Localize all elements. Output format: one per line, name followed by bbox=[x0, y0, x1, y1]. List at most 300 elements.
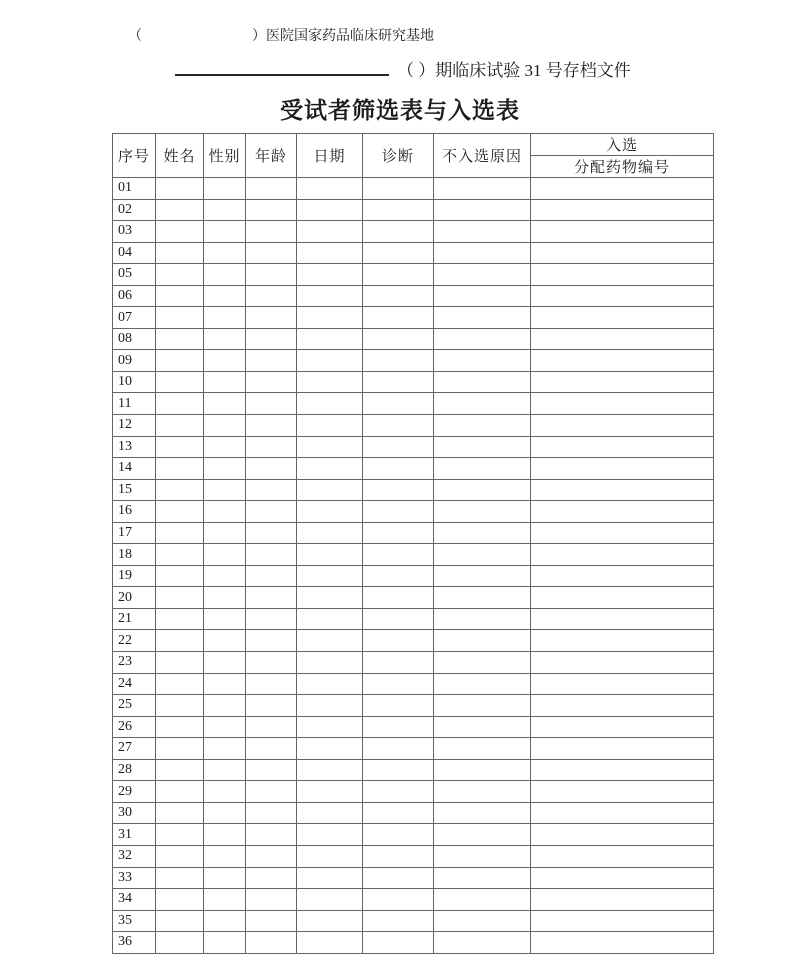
table-row bbox=[113, 242, 714, 264]
gender-cell bbox=[204, 910, 246, 932]
name-cell bbox=[156, 328, 204, 350]
drug-number-cell bbox=[531, 328, 714, 350]
exclusion-reason-cell bbox=[434, 738, 531, 760]
exclusion-reason-cell bbox=[434, 587, 531, 609]
age-cell bbox=[246, 845, 297, 867]
date-cell bbox=[297, 479, 363, 501]
age-cell bbox=[246, 544, 297, 566]
name-cell bbox=[156, 867, 204, 889]
drug-number-cell bbox=[531, 630, 714, 652]
age-cell bbox=[246, 285, 297, 307]
age-cell bbox=[246, 587, 297, 609]
date-cell bbox=[297, 307, 363, 329]
diagnosis-cell bbox=[363, 221, 434, 243]
gender-cell bbox=[204, 759, 246, 781]
age-cell bbox=[246, 371, 297, 393]
date-cell bbox=[297, 867, 363, 889]
row-number-cell: 21 bbox=[113, 608, 156, 630]
row-number-cell: 01 bbox=[113, 178, 156, 200]
date-cell bbox=[297, 458, 363, 480]
table-row bbox=[113, 889, 714, 911]
exclusion-reason-cell bbox=[434, 199, 531, 221]
col-header-inclusion: 入选 bbox=[531, 134, 714, 156]
row-number-cell: 20 bbox=[113, 587, 156, 609]
drug-number-cell bbox=[531, 781, 714, 803]
date-cell bbox=[297, 328, 363, 350]
row-number-cell: 10 bbox=[113, 371, 156, 393]
drug-number-cell bbox=[531, 587, 714, 609]
exclusion-reason-cell bbox=[434, 458, 531, 480]
exclusion-reason-cell bbox=[434, 867, 531, 889]
diagnosis-cell bbox=[363, 910, 434, 932]
gender-cell bbox=[204, 845, 246, 867]
diagnosis-cell bbox=[363, 824, 434, 846]
exclusion-reason-cell bbox=[434, 652, 531, 674]
diagnosis-cell bbox=[363, 501, 434, 523]
exclusion-reason-cell bbox=[434, 673, 531, 695]
age-cell bbox=[246, 393, 297, 415]
diagnosis-cell bbox=[363, 565, 434, 587]
table-row bbox=[113, 371, 714, 393]
table-row bbox=[113, 221, 714, 243]
date-cell bbox=[297, 889, 363, 911]
drug-number-cell bbox=[531, 178, 714, 200]
name-cell bbox=[156, 501, 204, 523]
drug-number-cell bbox=[531, 415, 714, 437]
diagnosis-cell bbox=[363, 932, 434, 954]
trial-archive-line bbox=[175, 58, 631, 81]
table-row bbox=[113, 845, 714, 867]
exclusion-reason-cell bbox=[434, 802, 531, 824]
age-cell bbox=[246, 458, 297, 480]
gender-cell bbox=[204, 824, 246, 846]
diagnosis-cell bbox=[363, 608, 434, 630]
exclusion-reason-cell bbox=[434, 716, 531, 738]
table-row bbox=[113, 393, 714, 415]
table-row bbox=[113, 565, 714, 587]
name-cell bbox=[156, 652, 204, 674]
name-cell bbox=[156, 178, 204, 200]
drug-number-cell bbox=[531, 242, 714, 264]
gender-cell bbox=[204, 371, 246, 393]
name-cell bbox=[156, 544, 204, 566]
row-number-cell: 13 bbox=[113, 436, 156, 458]
name-cell bbox=[156, 889, 204, 911]
date-cell bbox=[297, 716, 363, 738]
col-header-seq: 序号 bbox=[113, 134, 156, 178]
age-cell bbox=[246, 221, 297, 243]
exclusion-reason-cell bbox=[434, 393, 531, 415]
name-cell bbox=[156, 759, 204, 781]
gender-cell bbox=[204, 932, 246, 954]
row-number-cell: 31 bbox=[113, 824, 156, 846]
row-number-cell: 25 bbox=[113, 695, 156, 717]
hospital-name-blank bbox=[142, 39, 252, 40]
diagnosis-cell bbox=[363, 479, 434, 501]
row-number-cell: 33 bbox=[113, 867, 156, 889]
gender-cell bbox=[204, 608, 246, 630]
gender-cell bbox=[204, 479, 246, 501]
diagnosis-cell bbox=[363, 458, 434, 480]
diagnosis-cell bbox=[363, 307, 434, 329]
table-row bbox=[113, 695, 714, 717]
name-cell bbox=[156, 630, 204, 652]
row-number-cell: 18 bbox=[113, 544, 156, 566]
drug-number-cell bbox=[531, 371, 714, 393]
exclusion-reason-cell bbox=[434, 328, 531, 350]
date-cell bbox=[297, 759, 363, 781]
gender-cell bbox=[204, 328, 246, 350]
row-number-cell: 04 bbox=[113, 242, 156, 264]
table-row bbox=[113, 436, 714, 458]
drug-number-cell bbox=[531, 802, 714, 824]
gender-cell bbox=[204, 630, 246, 652]
diagnosis-cell bbox=[363, 371, 434, 393]
exclusion-reason-cell bbox=[434, 608, 531, 630]
exclusion-reason-cell bbox=[434, 371, 531, 393]
table-row bbox=[113, 501, 714, 523]
hospital-base-line bbox=[128, 28, 434, 45]
drug-number-cell bbox=[531, 199, 714, 221]
row-number-cell: 03 bbox=[113, 221, 156, 243]
exclusion-reason-cell bbox=[434, 824, 531, 846]
drug-number-cell bbox=[531, 673, 714, 695]
name-cell bbox=[156, 199, 204, 221]
age-cell bbox=[246, 889, 297, 911]
date-cell bbox=[297, 544, 363, 566]
drug-number-cell bbox=[531, 910, 714, 932]
date-cell bbox=[297, 199, 363, 221]
diagnosis-cell bbox=[363, 781, 434, 803]
diagnosis-cell bbox=[363, 178, 434, 200]
hospital-base-text: ）医院国家药品临床研究基地 bbox=[252, 29, 434, 44]
age-cell bbox=[246, 695, 297, 717]
table-row bbox=[113, 867, 714, 889]
age-cell bbox=[246, 565, 297, 587]
age-cell bbox=[246, 652, 297, 674]
table-row bbox=[113, 802, 714, 824]
diagnosis-cell bbox=[363, 867, 434, 889]
drug-number-cell bbox=[531, 285, 714, 307]
exclusion-reason-cell bbox=[434, 242, 531, 264]
drug-number-cell bbox=[531, 501, 714, 523]
gender-cell bbox=[204, 350, 246, 372]
age-cell bbox=[246, 932, 297, 954]
name-cell bbox=[156, 824, 204, 846]
row-number-cell: 07 bbox=[113, 307, 156, 329]
table-row bbox=[113, 673, 714, 695]
gender-cell bbox=[204, 178, 246, 200]
date-cell bbox=[297, 630, 363, 652]
table-row bbox=[113, 608, 714, 630]
gender-cell bbox=[204, 867, 246, 889]
row-number-cell: 26 bbox=[113, 716, 156, 738]
row-number-cell: 05 bbox=[113, 264, 156, 286]
row-number-cell: 08 bbox=[113, 328, 156, 350]
diagnosis-cell bbox=[363, 350, 434, 372]
drug-number-cell bbox=[531, 759, 714, 781]
drug-number-cell bbox=[531, 565, 714, 587]
row-number-cell: 15 bbox=[113, 479, 156, 501]
age-cell bbox=[246, 910, 297, 932]
gender-cell bbox=[204, 652, 246, 674]
col-header-name: 姓名 bbox=[156, 134, 204, 178]
date-cell bbox=[297, 350, 363, 372]
name-cell bbox=[156, 716, 204, 738]
drug-number-cell bbox=[531, 824, 714, 846]
header-row-top bbox=[113, 134, 714, 156]
row-number-cell: 36 bbox=[113, 932, 156, 954]
date-cell bbox=[297, 587, 363, 609]
name-cell bbox=[156, 522, 204, 544]
diagnosis-cell bbox=[363, 695, 434, 717]
age-cell bbox=[246, 501, 297, 523]
col-header-gender: 性别 bbox=[204, 134, 246, 178]
gender-cell bbox=[204, 415, 246, 437]
drug-number-cell bbox=[531, 932, 714, 954]
drug-number-cell bbox=[531, 307, 714, 329]
name-cell bbox=[156, 910, 204, 932]
age-cell bbox=[246, 759, 297, 781]
gender-cell bbox=[204, 587, 246, 609]
table-row bbox=[113, 307, 714, 329]
exclusion-reason-cell bbox=[434, 178, 531, 200]
age-cell bbox=[246, 802, 297, 824]
drug-number-cell bbox=[531, 738, 714, 760]
date-cell bbox=[297, 845, 363, 867]
table-row bbox=[113, 630, 714, 652]
diagnosis-cell bbox=[363, 522, 434, 544]
screening-enrollment-table bbox=[112, 133, 714, 954]
exclusion-reason-cell bbox=[434, 630, 531, 652]
name-cell bbox=[156, 695, 204, 717]
gender-cell bbox=[204, 436, 246, 458]
row-number-cell: 22 bbox=[113, 630, 156, 652]
row-number-cell: 19 bbox=[113, 565, 156, 587]
name-cell bbox=[156, 738, 204, 760]
gender-cell bbox=[204, 738, 246, 760]
diagnosis-cell bbox=[363, 436, 434, 458]
age-cell bbox=[246, 608, 297, 630]
gender-cell bbox=[204, 458, 246, 480]
exclusion-reason-cell bbox=[434, 501, 531, 523]
gender-cell bbox=[204, 522, 246, 544]
diagnosis-cell bbox=[363, 630, 434, 652]
row-number-cell: 29 bbox=[113, 781, 156, 803]
date-cell bbox=[297, 415, 363, 437]
name-cell bbox=[156, 565, 204, 587]
table-row bbox=[113, 716, 714, 738]
date-cell bbox=[297, 695, 363, 717]
table-row bbox=[113, 824, 714, 846]
col-header-drug-number: 分配药物编号 bbox=[531, 156, 714, 178]
age-cell bbox=[246, 716, 297, 738]
page-title: 受试者筛选表与入选表 bbox=[280, 98, 520, 123]
diagnosis-cell bbox=[363, 242, 434, 264]
drug-number-cell bbox=[531, 479, 714, 501]
gender-cell bbox=[204, 199, 246, 221]
name-cell bbox=[156, 415, 204, 437]
row-number-cell: 17 bbox=[113, 522, 156, 544]
gender-cell bbox=[204, 307, 246, 329]
exclusion-reason-cell bbox=[434, 350, 531, 372]
gender-cell bbox=[204, 221, 246, 243]
name-cell bbox=[156, 393, 204, 415]
table-row bbox=[113, 479, 714, 501]
date-cell bbox=[297, 608, 363, 630]
row-number-cell: 24 bbox=[113, 673, 156, 695]
drug-number-cell bbox=[531, 264, 714, 286]
row-number-cell: 09 bbox=[113, 350, 156, 372]
date-cell bbox=[297, 501, 363, 523]
exclusion-reason-cell bbox=[434, 264, 531, 286]
age-cell bbox=[246, 264, 297, 286]
diagnosis-cell bbox=[363, 264, 434, 286]
name-cell bbox=[156, 673, 204, 695]
diagnosis-cell bbox=[363, 845, 434, 867]
col-header-age: 年龄 bbox=[246, 134, 297, 178]
table-row bbox=[113, 285, 714, 307]
row-number-cell: 14 bbox=[113, 458, 156, 480]
name-cell bbox=[156, 242, 204, 264]
gender-cell bbox=[204, 393, 246, 415]
gender-cell bbox=[204, 695, 246, 717]
trial-archive-text: （ ）期临床试验 31 号存档文件 bbox=[397, 61, 631, 80]
table-row bbox=[113, 544, 714, 566]
name-cell bbox=[156, 221, 204, 243]
gender-cell bbox=[204, 285, 246, 307]
age-cell bbox=[246, 738, 297, 760]
col-header-exclusion-reason: 不入选原因 bbox=[434, 134, 531, 178]
drug-number-cell bbox=[531, 695, 714, 717]
table-row bbox=[113, 781, 714, 803]
row-number-cell: 06 bbox=[113, 285, 156, 307]
diagnosis-cell bbox=[363, 199, 434, 221]
table-row bbox=[113, 199, 714, 221]
age-cell bbox=[246, 824, 297, 846]
diagnosis-cell bbox=[363, 544, 434, 566]
gender-cell bbox=[204, 264, 246, 286]
row-number-cell: 02 bbox=[113, 199, 156, 221]
name-cell bbox=[156, 479, 204, 501]
date-cell bbox=[297, 738, 363, 760]
age-cell bbox=[246, 522, 297, 544]
name-cell bbox=[156, 587, 204, 609]
date-cell bbox=[297, 802, 363, 824]
exclusion-reason-cell bbox=[434, 759, 531, 781]
table-row bbox=[113, 264, 714, 286]
name-cell bbox=[156, 264, 204, 286]
age-cell bbox=[246, 673, 297, 695]
diagnosis-cell bbox=[363, 802, 434, 824]
gender-cell bbox=[204, 673, 246, 695]
exclusion-reason-cell bbox=[434, 307, 531, 329]
gender-cell bbox=[204, 242, 246, 264]
name-cell bbox=[156, 307, 204, 329]
row-number-cell: 27 bbox=[113, 738, 156, 760]
table-row bbox=[113, 759, 714, 781]
drug-number-cell bbox=[531, 716, 714, 738]
diagnosis-cell bbox=[363, 889, 434, 911]
exclusion-reason-cell bbox=[434, 479, 531, 501]
age-cell bbox=[246, 630, 297, 652]
trial-name-blank-underline bbox=[175, 58, 389, 76]
gender-cell bbox=[204, 565, 246, 587]
table-row bbox=[113, 415, 714, 437]
table-row bbox=[113, 178, 714, 200]
drug-number-cell bbox=[531, 393, 714, 415]
gender-cell bbox=[204, 716, 246, 738]
name-cell bbox=[156, 436, 204, 458]
age-cell bbox=[246, 781, 297, 803]
diagnosis-cell bbox=[363, 716, 434, 738]
exclusion-reason-cell bbox=[434, 932, 531, 954]
diagnosis-cell bbox=[363, 759, 434, 781]
age-cell bbox=[246, 307, 297, 329]
row-number-cell: 12 bbox=[113, 415, 156, 437]
name-cell bbox=[156, 932, 204, 954]
drug-number-cell bbox=[531, 458, 714, 480]
name-cell bbox=[156, 371, 204, 393]
exclusion-reason-cell bbox=[434, 522, 531, 544]
col-header-date: 日期 bbox=[297, 134, 363, 178]
hospital-name-open-paren: （ bbox=[128, 29, 142, 44]
age-cell bbox=[246, 350, 297, 372]
table-row bbox=[113, 458, 714, 480]
row-number-cell: 32 bbox=[113, 845, 156, 867]
age-cell bbox=[246, 415, 297, 437]
diagnosis-cell bbox=[363, 393, 434, 415]
drug-number-cell bbox=[531, 544, 714, 566]
drug-number-cell bbox=[531, 889, 714, 911]
drug-number-cell bbox=[531, 867, 714, 889]
drug-number-cell bbox=[531, 522, 714, 544]
exclusion-reason-cell bbox=[434, 845, 531, 867]
date-cell bbox=[297, 565, 363, 587]
date-cell bbox=[297, 910, 363, 932]
exclusion-reason-cell bbox=[434, 910, 531, 932]
diagnosis-cell bbox=[363, 673, 434, 695]
row-number-cell: 30 bbox=[113, 802, 156, 824]
drug-number-cell bbox=[531, 350, 714, 372]
age-cell bbox=[246, 242, 297, 264]
drug-number-cell bbox=[531, 845, 714, 867]
date-cell bbox=[297, 673, 363, 695]
gender-cell bbox=[204, 501, 246, 523]
gender-cell bbox=[204, 544, 246, 566]
gender-cell bbox=[204, 781, 246, 803]
exclusion-reason-cell bbox=[434, 889, 531, 911]
name-cell bbox=[156, 350, 204, 372]
exclusion-reason-cell bbox=[434, 285, 531, 307]
date-cell bbox=[297, 932, 363, 954]
table-row bbox=[113, 932, 714, 954]
table-row bbox=[113, 522, 714, 544]
diagnosis-cell bbox=[363, 738, 434, 760]
exclusion-reason-cell bbox=[434, 781, 531, 803]
diagnosis-cell bbox=[363, 328, 434, 350]
exclusion-reason-cell bbox=[434, 221, 531, 243]
age-cell bbox=[246, 867, 297, 889]
drug-number-cell bbox=[531, 608, 714, 630]
date-cell bbox=[297, 178, 363, 200]
date-cell bbox=[297, 393, 363, 415]
diagnosis-cell bbox=[363, 587, 434, 609]
table-row bbox=[113, 738, 714, 760]
exclusion-reason-cell bbox=[434, 436, 531, 458]
table-row bbox=[113, 328, 714, 350]
row-number-cell: 35 bbox=[113, 910, 156, 932]
